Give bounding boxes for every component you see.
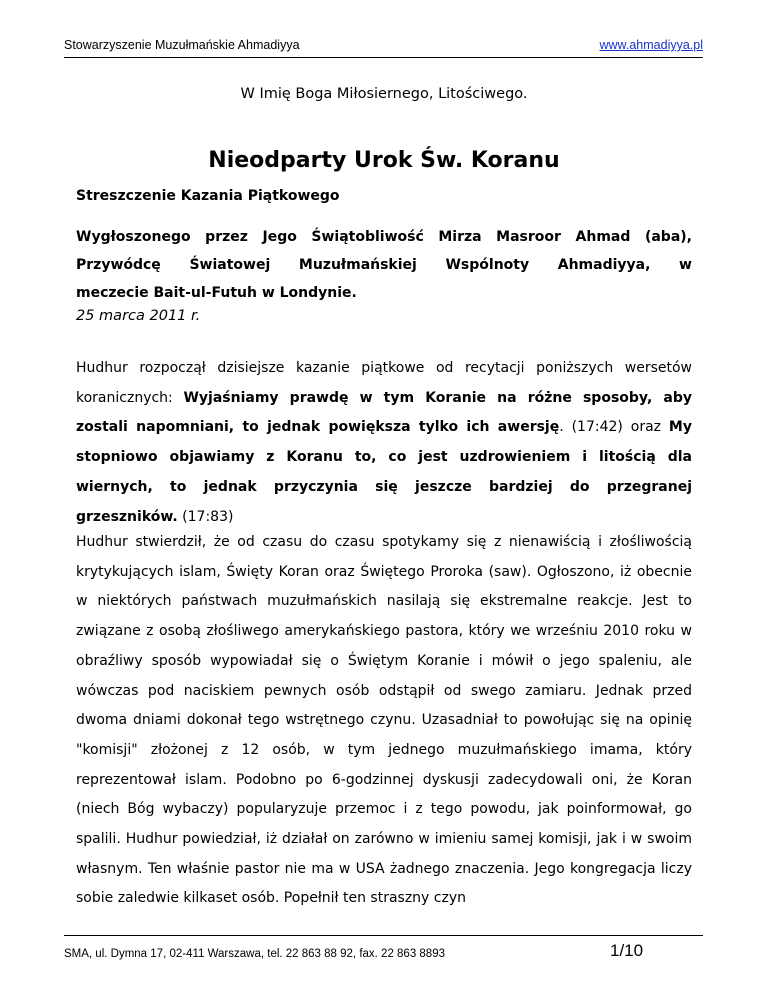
invocation: W Imię Boga Miłosiernego, Litościwego. [240, 86, 528, 102]
subtitle: Streszczenie Kazania Piątkowego [76, 188, 340, 204]
page-footer [64, 935, 703, 960]
speaker-block [76, 223, 692, 307]
verse-ref-2: (17:83) [177, 508, 234, 525]
verse-ref-1: . (17:42) oraz [559, 419, 669, 436]
paragraph-main: Hudhur stwierdził, że od czasu do czasu spotykamy się z nienawiścią i złośliwością krytykujących islam, Święty Koran oraz Świętego Proroka (saw). Ogłoszono, iż obecnie w niektórych państwach muzułmańskich nasilają się ekstremalne reakcje. Jest to związane z osobą złośliwego amerykańskiego pastora, który we wrześniu 2010 roku w obraźliwy sposób wypowiadał się o Świętym Koranie i mówił o jego spaleniu, ale wówczas pod naciskiem pewnych osób odstąpił od swego zamiaru. Jednak przed dwoma dniami dokonał tego wstrętnego czynu. Uzasadniał to powołując się na opinię "komisji" złożonej z 12 osób, w tym jednego muzułmańskiego imama, który reprezentował islam. Podobno po 6-godzinnej dyskusji zadecydowali oni, że Koran (niech Bóg wybaczy) popularyzuje przemoc i z tego powodu, jak poinformował, go spalili. Hudhur powiedział, iż działał on zarówno w imieniu samej komisji, jak i w swoim własnym. Ten właśnie pastor nie ma w USA żadnego znaczenia. Jego kongregacja liczy sobie zaledwie kilkaset osób. Popełnił ten straszny czyn [76, 534, 692, 907]
header-organization: Stowarzyszenie Muzułmańskie Ahmadiyya [64, 38, 300, 52]
page-number: 1/10 [610, 941, 644, 960]
footer-address: SMA, ul. Dymna 17, 02-411 Warszawa, tel. 22 863 88 92, fax. 22 863 8893 [64, 948, 445, 960]
verse-quote-2: My stopniowo objawiamy z Koranu to, co jest uzdrowieniem i litością dla wiernych, to jednak przyczynia się jeszcze bardziej do przegranej grzeszników. [76, 419, 692, 525]
speaker-line-3: meczecie Bait-ul-Futuh w Londynie. [76, 285, 357, 301]
date: 25 marca 2011 r. [76, 308, 201, 324]
verse-quote-1: Wyjaśniamy prawdę w tym Koranie na różne sposoby, aby zostali napomniani, to jednak powiększa tylko ich awersję [76, 389, 692, 436]
page-title: Nieodparty Urok Św. Koranu [208, 148, 560, 173]
speaker-line-2: Przywódcę Światowej Muzułmańskiej Wspólnoty Ahmadiyya, w [76, 257, 692, 273]
intro-text: Hudhur rozpoczął dzisiejsze kazanie piątkowe od recytacji poniższych wersetów koranicznych: [76, 360, 692, 406]
paragraph-intro [76, 354, 692, 532]
page-header [64, 36, 703, 58]
speaker-line-1: Wygłoszonego przez Jego Świątobliwość Mirza Masroor Ahmad (aba), [76, 229, 692, 245]
header-url-link[interactable]: www.ahmadiyya.pl [599, 38, 703, 52]
